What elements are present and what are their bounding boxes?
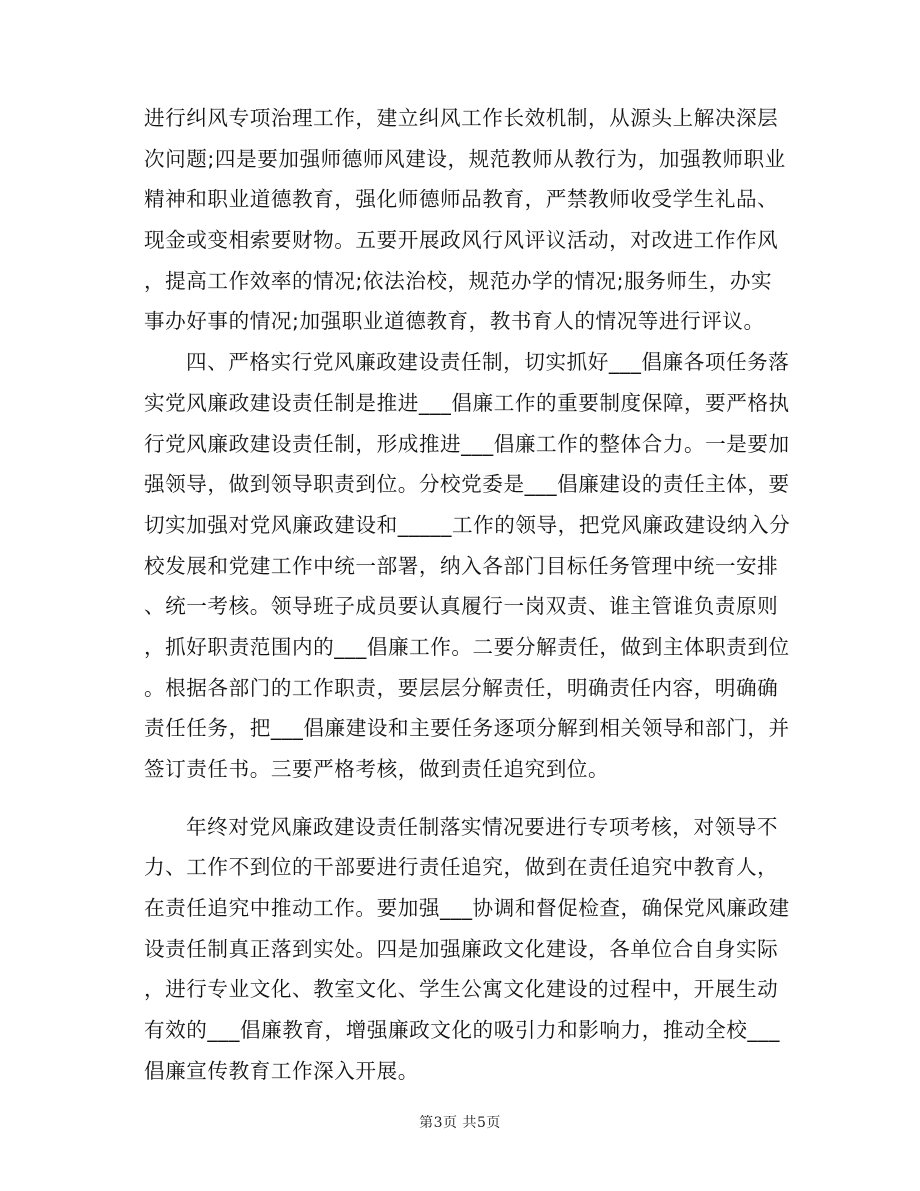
text-line: 有效的___倡廉教育，增强廉政文化的吸引力和影响力，推动全校___ [144,1018,780,1043]
text-line: 校发展和党建工作中统一部署，纳入各部门目标任务管理中统一安排 [144,553,779,578]
text-line: 责任任务，把___倡廉建设和主要任务逐项分解到相关领导和部门，并 [144,716,790,741]
text-line: 现金或变相索要财物。五要开展政风行风评议活动，对改进工作作风 [144,228,779,253]
text-line: 四、严格实行党风廉政建设责任制，切实抓好___倡廉各项任务落 [186,350,790,375]
text-line: 强领导，做到领导职责到位。分校党委是___倡廉建设的责任主体，要 [144,472,790,497]
paragraph-spacer [144,790,784,807]
text-line: 、统一考核。领导班子成员要认真履行一岗双责、谁主管谁负责原则 [144,594,779,619]
paragraph-1 [144,98,784,342]
text-line: ，抓好职责范围内的___倡廉工作。二要分解责任，做到主体职责到位 [144,634,790,659]
text-line: 进行纠风专项治理工作，建立纠风工作长效机制，从源头上解决深层 [144,106,779,130]
paragraph-2 [144,342,791,790]
text-line: ，进行专业文化、教室文化、学生公寓文化建设的过程中，开展生动 [144,977,779,1002]
text-line: 事办好事的情况;加强职业道德教育，教书育人的情况等进行评议。 [144,309,765,334]
text-line: 年终对党风廉政建设责任制落实情况要进行专项考核，对领导不 [186,814,779,839]
paragraph-3 [144,807,790,1092]
text-line: 次问题;四是要加强师德师风建设，规范教师从教行为，加强教师职业 [144,146,786,171]
text-line: 实党风廉政建设责任制是推进___倡廉工作的重要制度保障，要严格执 [144,390,790,415]
text-line: 签订责任书。三要严格考核，做到责任追究到位。 [144,757,610,781]
text-line: 。根据各部门的工作职责，要层层分解责任，明确责任内容，明确确 [144,675,779,700]
text-line: 在责任追究中推动工作。要加强___协调和督促检查，确保党风廉政建 [144,896,790,921]
text-line: 精神和职业道德教育，强化师德师品教育，严禁教师收受学生礼品、 [144,187,779,212]
text-line: 切实加强对党风廉政建设和_____工作的领导，把党风廉政建设纳入分 [144,512,791,537]
text-line: 力、工作不到位的干部要进行责任追究，做到在责任追究中教育人， [144,855,779,880]
document-body [144,98,791,1092]
page-number: 第3页 共5页 [419,1115,501,1131]
text-line: 设责任制真正落到实处。四是加强廉政文化建设，各单位合自身实际 [144,936,779,961]
text-line: 倡廉宣传教育工作深入开展。 [144,1058,419,1083]
text-line: ，提高工作效率的情况;依法治校，规范办学的情况;服务师生，办实 [144,268,773,293]
text-line: 行党风廉政建设责任制，形成推进___倡廉工作的整体合力。一是要加 [144,431,790,456]
